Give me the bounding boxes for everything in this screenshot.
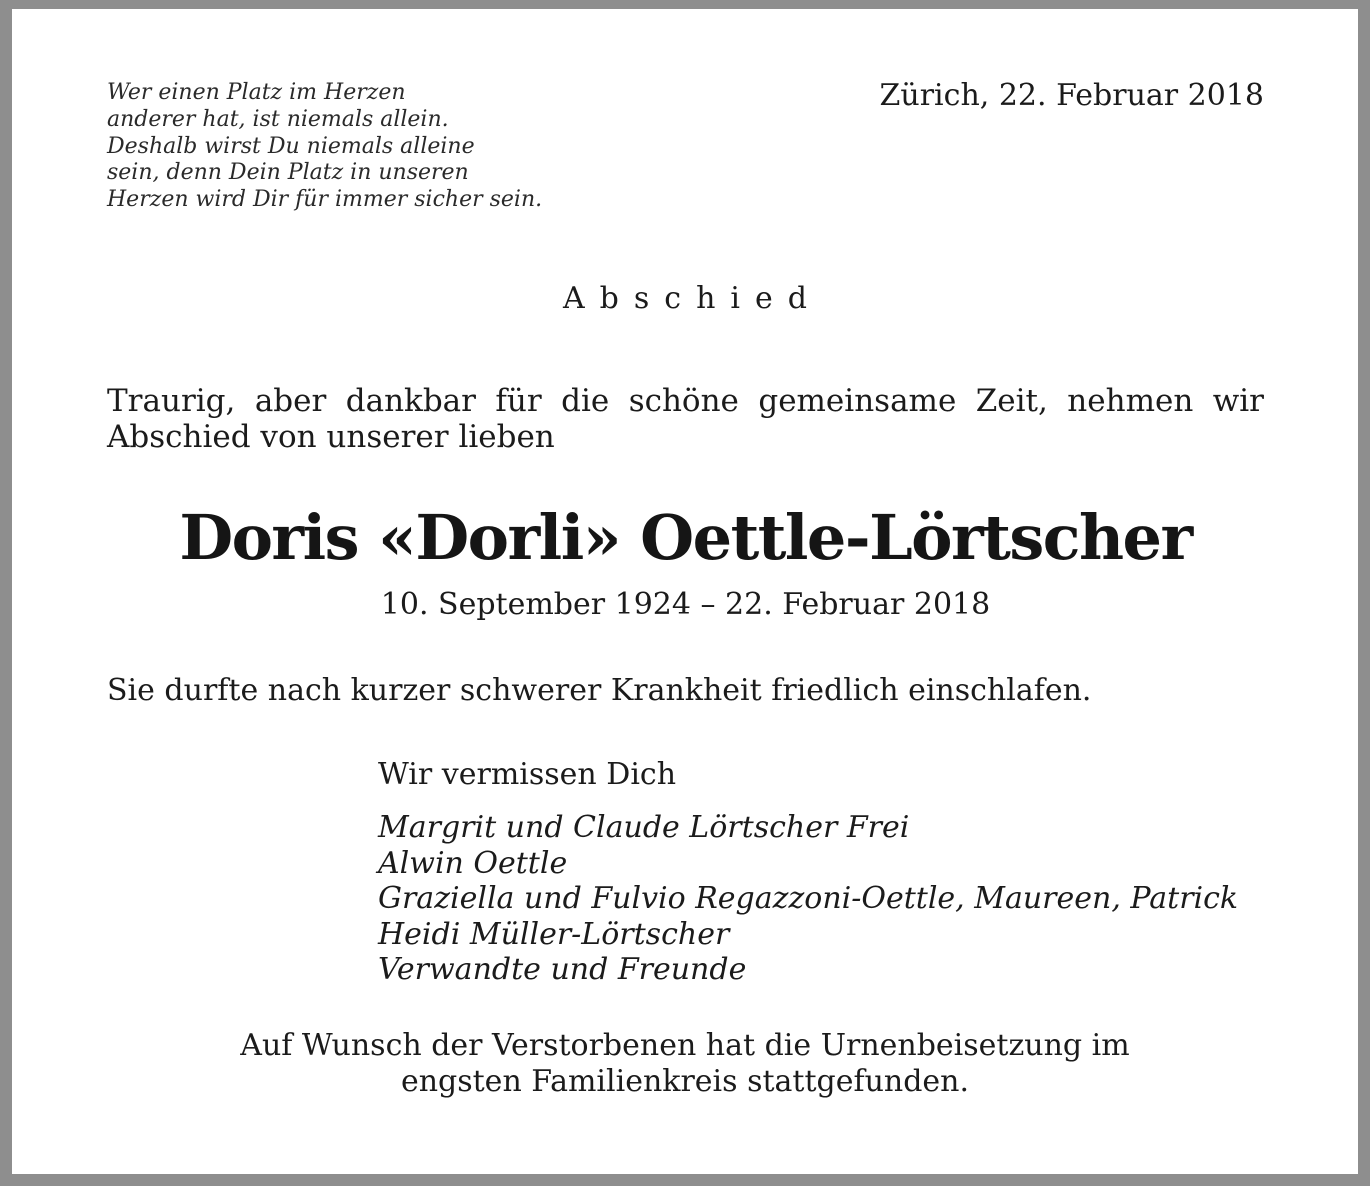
deceased-name: Doris «Dorli» Oettle-Lörtscher: [179, 501, 1192, 574]
notice-line: Auf Wunsch der Verstorbenen hat die Urnenbeisetzung im: [240, 1028, 1130, 1063]
mourners-list: [378, 810, 1238, 988]
mourner-entry: Verwandte und Freunde: [378, 952, 747, 987]
miss-line: Wir vermissen Dich: [378, 757, 677, 792]
mourner-entry: Heidi Müller-Lörtscher: [378, 916, 730, 952]
passing-statement: Sie durfte nach kurzer schwerer Krankheit friedlich einschlafen.: [107, 673, 1092, 708]
quote-line: anderer hat, ist niemals allein.: [107, 106, 449, 132]
burial-notice: [0, 1028, 1370, 1100]
quote-line: Wer einen Platz im Herzen: [107, 80, 406, 105]
quote-line: sein, denn Dein Platz in unseren: [107, 160, 469, 186]
intro-text: Traurig, aber dankbar für die schöne gemeinsame Zeit, nehmen wir Abschied von unserer lieben: [107, 383, 1264, 455]
notice-heading: Abschied: [563, 281, 822, 316]
mourner-entry: Graziella und Fulvio Regazzoni-Oettle, Maureen, Patrick: [378, 881, 1239, 916]
mourner-entry: Alwin Oettle: [378, 845, 568, 881]
life-dates: 10. September 1924 – 22. Februar 2018: [380, 587, 991, 622]
notice-line: engsten Familienkreis stattgefunden.: [400, 1064, 970, 1099]
quote-line: Herzen wird Dir für immer sicher sein.: [107, 187, 543, 213]
quote-line: Deshalb wirst Du niemals alleine: [107, 133, 475, 159]
mourner-entry: Margrit und Claude Lörtscher Frei: [378, 810, 910, 845]
memorial-quote: [107, 80, 577, 214]
place-and-date: Zürich, 22. Februar 2018: [879, 78, 1264, 113]
